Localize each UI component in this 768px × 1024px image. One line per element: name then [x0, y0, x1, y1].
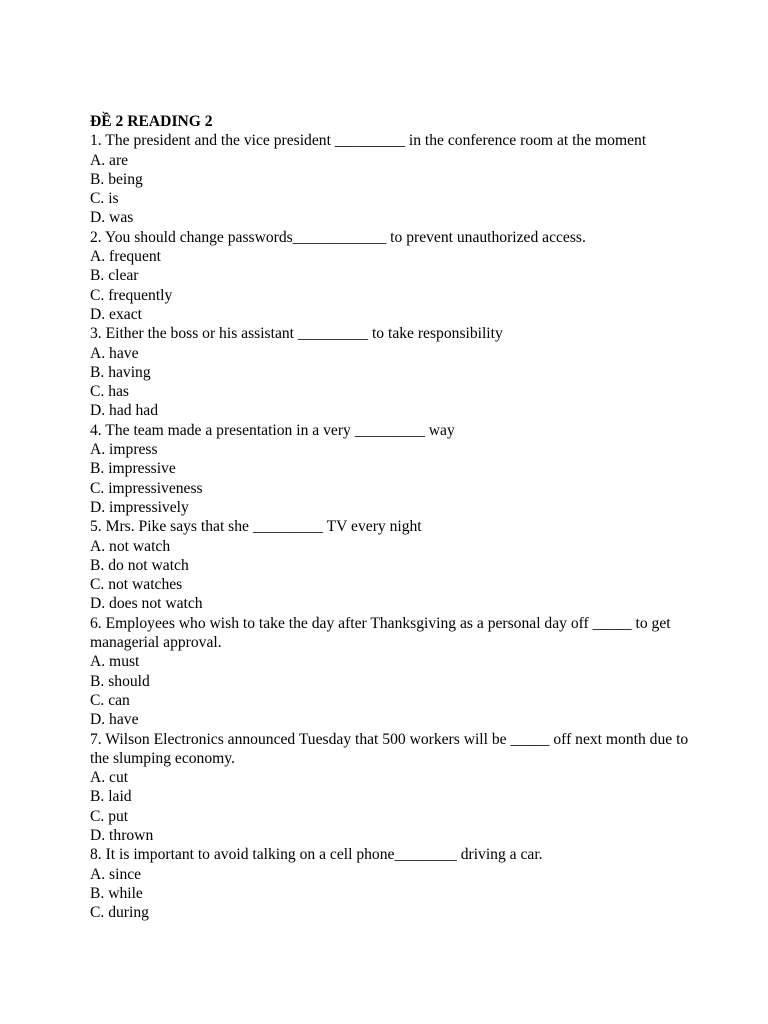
answer-option: C. not watches — [90, 576, 183, 594]
answer-options — [90, 151, 690, 228]
question-4 — [90, 421, 690, 517]
answer-option: B. should — [90, 672, 150, 690]
question-2 — [90, 228, 690, 324]
answer-option: D. have — [90, 711, 139, 729]
answer-option: D. impressively — [90, 498, 189, 516]
question-text: 8. It is important to avoid talking on a cell phone________ driving a car. — [90, 846, 543, 864]
question-3 — [90, 324, 690, 420]
answer-option: A. are — [90, 151, 129, 169]
answer-option: A. must — [90, 653, 140, 671]
answer-option: D. does not watch — [90, 595, 203, 613]
answer-option: B. clear — [90, 267, 139, 285]
answer-option: C. has — [90, 383, 129, 401]
question-text: 2. You should change passwords____________ to prevent unauthorized access. — [90, 228, 586, 246]
answer-option: B. being — [90, 170, 143, 188]
answer-option: B. impressive — [90, 460, 176, 478]
answer-option: D. had had — [90, 402, 158, 420]
answer-options — [90, 440, 690, 517]
answer-option: D. exact — [90, 305, 142, 323]
document-title: ĐỀ 2 READING 2 — [90, 113, 213, 130]
answer-option: C. put — [90, 807, 129, 825]
document-page — [90, 112, 690, 922]
answer-options — [90, 652, 690, 729]
answer-option: B. do not watch — [90, 556, 189, 574]
answer-option: A. have — [90, 344, 139, 362]
answer-option: A. impress — [90, 441, 158, 459]
answer-options — [90, 768, 690, 845]
question-text: 3. Either the boss or his assistant _________ to take responsibility — [90, 325, 503, 343]
question-8 — [90, 845, 690, 922]
answer-option: C. can — [90, 691, 130, 709]
question-7 — [90, 730, 690, 846]
answer-option: C. frequently — [90, 286, 173, 304]
answer-option: B. laid — [90, 788, 132, 806]
question-text: 1. The president and the vice president _________ in the conference room at the moment — [90, 132, 647, 150]
answer-option: C. is — [90, 190, 119, 208]
answer-option: A. cut — [90, 769, 129, 787]
answer-option: A. frequent — [90, 248, 162, 266]
answer-options — [90, 247, 690, 324]
answer-option: C. impressiveness — [90, 479, 203, 497]
answer-option: B. while — [90, 884, 143, 902]
answer-option: A. not watch — [90, 537, 171, 555]
question-text: 7. Wilson Electronics announced Tuesday that 500 workers will be _____ off next month due to the slumping economy. — [90, 730, 689, 767]
answer-option: D. was — [90, 209, 134, 227]
answer-option: A. since — [90, 865, 142, 883]
question-list — [90, 131, 690, 922]
answer-options — [90, 865, 690, 923]
answer-options — [90, 344, 690, 421]
question-6 — [90, 614, 690, 730]
answer-option: B. having — [90, 363, 151, 381]
answer-option: C. during — [90, 904, 149, 922]
question-5 — [90, 517, 690, 613]
question-text: 6. Employees who wish to take the day after Thanksgiving as a personal day off _____ to get managerial approval. — [90, 614, 671, 652]
question-text: 4. The team made a presentation in a very _________ way — [90, 421, 455, 439]
answer-options — [90, 537, 690, 614]
question-1 — [90, 131, 690, 227]
answer-option: D. thrown — [90, 826, 154, 844]
question-text: 5. Mrs. Pike says that she _________ TV every night — [90, 518, 422, 536]
